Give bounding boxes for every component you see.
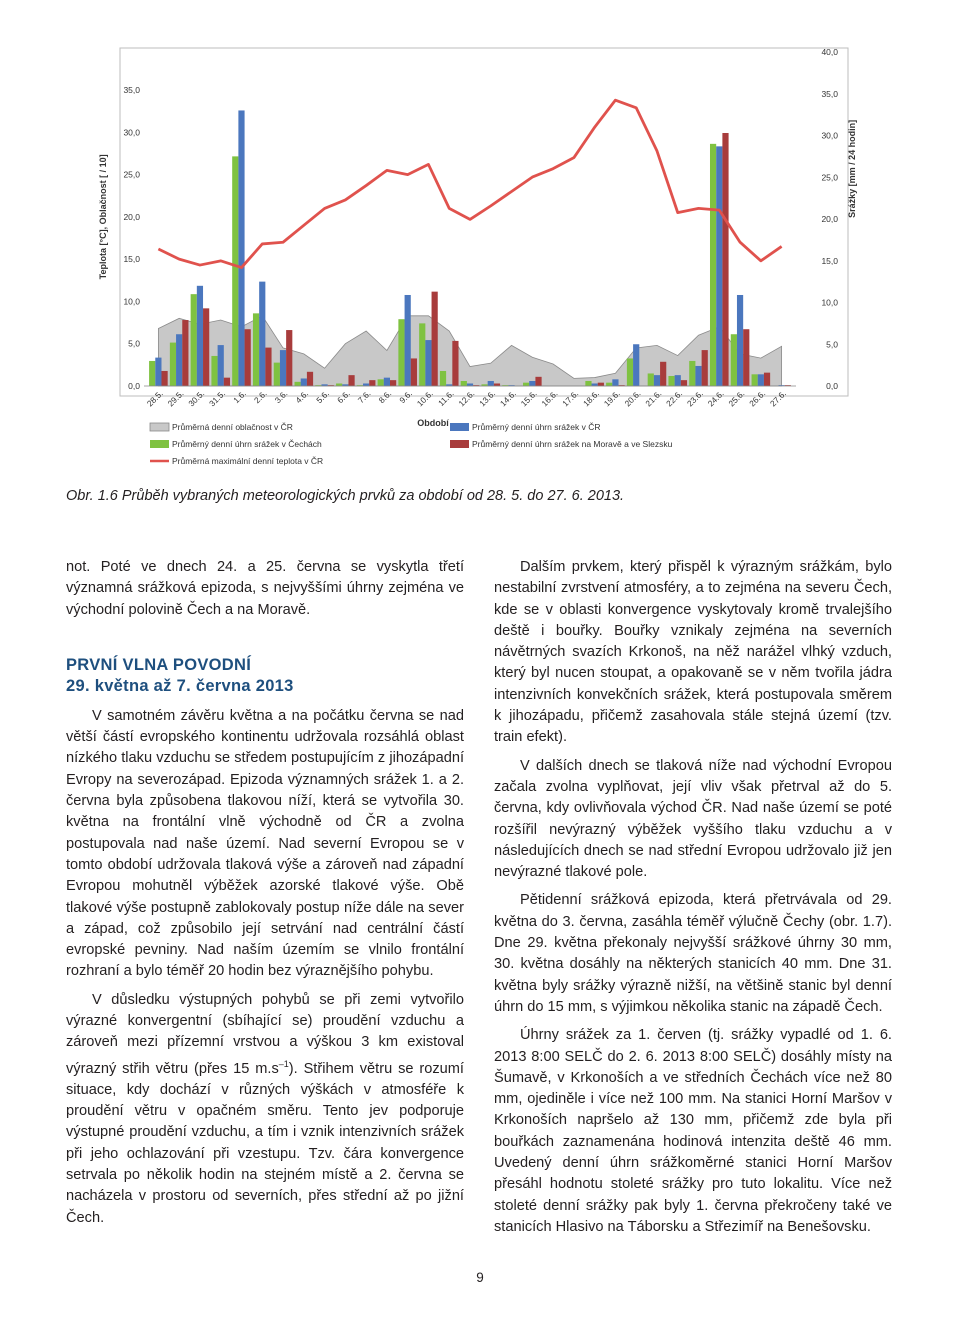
x-tick-label: 19.6. [601,388,622,409]
x-tick-label: 5.6. [314,388,331,406]
precip-bar [633,344,639,386]
cloudiness-area [158,316,781,386]
precip-bar [286,330,292,386]
precip-bar [716,146,722,386]
x-tick-label: 25.6. [726,388,747,409]
x-tick-label: 24.6. [705,388,726,409]
right-axis-tick-label: 10,0 [821,297,838,308]
x-tick-label: 3.6. [272,388,290,406]
precip-bar [654,375,660,386]
right-axis-tick-label: 20,0 [821,214,838,224]
x-tick-label: 7.6. [355,388,373,406]
precip-bar [612,379,618,386]
legend-label: Průměrný denní úhrn srážek v ČR [472,422,601,432]
max-temperature-line [158,100,781,267]
precip-bar [378,379,384,386]
precip-bar [598,383,604,386]
left-axis-title: Teplota [°C], Oblačnost [ / 10] [98,154,108,280]
precip-bar [668,376,674,386]
x-tick-label: 17.6. [560,388,581,409]
precip-bar [695,366,701,386]
x-tick-label: 10.6. [414,388,435,409]
left-axis-tick-label: 25,0 [123,169,140,180]
left-axis-tick-label: 35,0 [123,85,140,95]
precip-bar [722,133,728,386]
x-tick-label: 8.6. [376,388,394,406]
precip-bar [384,378,390,386]
paragraph: Pětidenní srážková epizoda, která přetrvávala od 29. května do 3. června, zasáhla téměř výlučně Čechy (obr. 1.7). Dne 29. května překonaly nejvyšší srážkové úhrny 30 mm, 30. května dosáhly na některých stanicích 40 mm. Dne 31. května byly srážky výrazně nižší, na většině stanic byl denní úhrn do 15 mm, s výjimkou několika stanic na západě Čech. [494,892,892,1015]
precip-bar [280,350,286,386]
precip-bar [419,323,425,386]
precip-bar [752,374,758,386]
left-axis-tick-label: 15,0 [123,254,140,265]
x-tick-label: 9.6. [397,388,415,406]
precip-bar [203,308,209,386]
x-tick-label: 15.6. [518,388,539,409]
legend-label: Průměrná maximální denní teplota v ČR [172,456,324,466]
section-heading-dates: 29. května až 7. června 2013 [66,676,294,695]
precip-bar [218,345,224,386]
x-tick-label: 21.6. [643,388,664,409]
precip-bar [764,373,770,386]
left-axis-tick-label: 10,0 [123,296,140,307]
meteorological-chart [95,46,855,468]
legend-label: Průměrný denní úhrn srážek v Čechách [172,439,322,449]
precip-bar [170,343,176,386]
legend-swatch [150,440,169,448]
precip-bar [440,371,446,386]
paragraph: V důsledku výstupných pohybů se při zemi vytvořilo výrazné konvergentní (sbíhající se) proudění vzduchu a zároveň mezi přízemní vrstvou a výškou 3 km existoval výrazný střih větru (přes 15 $m.s^{-1}$). Střihem větru se rozumí situace, kdy dochází v různých výškách v atmosféře k proudění větru v opačném směru. Tento jev podporuje výstupné proudění vzduchu, a tím i vznik intenzivních srážek při jeho ochlazování při vzestupu. Tzv. čára konvergence setrvala po několik hodin na stejném místě a 2. června se nacházela v prostoru od severních, přes střední až po jižní Čech. [66,991,464,1226]
precip-bar [648,373,654,386]
precip-bar [731,334,737,386]
x-tick-label: 1.6. [231,388,248,406]
x-tick-label: 31.5. [206,388,228,409]
precip-bar [689,361,695,386]
precip-bar [348,375,354,386]
precip-bar [301,378,307,386]
precip-bar [702,350,708,386]
precip-bar [606,383,612,386]
precip-bar [274,363,280,386]
precip-bar [488,381,494,386]
right-axis-tick-label: 5,0 [826,339,838,350]
precip-bar [155,358,161,386]
precip-bar [535,377,541,386]
right-axis-tick-label: 0,0 [826,381,838,391]
precip-bar [295,382,301,386]
x-tick-label: 28.5. [144,388,165,409]
precip-bar [265,348,271,386]
precip-bar [461,381,467,386]
precip-bar [253,313,259,386]
precip-bar [681,380,687,386]
x-tick-label: 29.5. [165,388,186,409]
left-axis-tick-label: 30,0 [123,127,140,138]
precip-bar [432,292,438,386]
precip-bar [232,156,238,386]
precip-bar [245,329,251,386]
x-axis-title: Období [417,418,449,428]
precip-bar [197,286,203,386]
x-tick-label: 18.6. [580,388,602,409]
section-heading-title: PRVNÍ VLNA POVODNÍ [66,655,252,674]
precip-bar [585,381,591,386]
x-tick-label: 12.6. [456,388,477,409]
page-number: 9 [476,1270,484,1285]
precip-bar [452,341,458,386]
figure-caption: Obr. 1.6 Průběh vybraných meteorologických prvků za období od 28. 5. do 27. 6. 2013. [66,488,625,504]
x-tick-label: 26.6. [747,388,768,409]
paragraph: Úhrny srážek za 1. červen (tj. srážky vypadlé od 1. 6. 2013 8:00 SELČ do 2. 6. 2013 8:00 SELČ) dosáhly místy na Šumavě, v Krkonoších a ve středních Čechách více než 80 mm, ojediněle i více než 100 mm. Na stanici Horní Maršov v Krkonoších napršelo až 130 mm, přičemž zde byla při bouřkách zaznamenána hodinová intenzita deště 46 mm. Uvedený denní úhrn srážkoměrné stanici Horní Maršov přesáhl hodnotu stoleté srážky pro tuto lokalitu. Více než stoleté denní srážky pak byly 1. června překročeny také ve stanicích Hlasivo na Táborsku a Střezimíř na Benešovsku. [494,1027,892,1235]
right-axis-tick-label: 40,0 [821,47,838,57]
paragraph: V samotném závěru května a na počátku června se nad větší částí evropského kontinentu udržovala rozsáhlá oblast nízkého tlaku vzduchu se středem postupujícím z jihozápadní Evropy na severozápad. Epizoda významných srážek 1. a 2. června byla způsobena tlakovou níží, která se vytvořila 30. května na frontální vlně východně od ČR a zvolna postupovala nad naše území. Nad severní Evropou se v tomto období udržovala tlaková výše a zároveň nad západní Evropou mohutněl výběžek azorské tlakové výše. Obě tlakové výše postupně zablokovaly postup níže dále na sever a západ, což způsobilo její setrvání nad centrální částí evropské pevniny. Nad naším územím se vlnilo frontální rozhraní a bylo téměř 20 hodin bez výraznějšího pohybu. [66,707,464,980]
legend-swatch [450,423,469,431]
precip-bar [390,380,396,386]
paragraph: V dalších dnech se tlaková níže nad východní Evropou začala zvolna vyplňovat, její vliv však přetrval až do 5. června, kdy ovlivňovala východ ČR. Nad naše území se poté rozšířil nevýrazný výběžek vyššího tlaku vzduchu a v následujících dnech se nad střední Evropou udržovalo již jen nevýrazné tlakové pole. [494,757,892,881]
left-axis-tick-label: 5,0 [128,338,140,349]
precip-bar [523,383,529,386]
precip-bar [211,356,217,386]
legend-label: Průměrný denní úhrn srážek na Moravě a ve Slezsku [472,439,673,449]
legend-swatch [150,423,169,431]
legend-label: Průměrná denní oblačnost v ČR [172,422,293,432]
precip-bar [627,358,633,386]
x-tick-label: 14.6. [497,388,518,409]
x-tick-label: 11.6. [435,388,456,409]
right-axis-tick-label: 25,0 [821,172,838,183]
legend-swatch [450,440,469,448]
precip-bar [176,334,182,386]
x-tick-label: 23.6. [684,388,705,409]
precip-bar [743,329,749,386]
precip-bar [238,110,244,386]
precip-bar [191,294,197,386]
right-column [494,557,892,1238]
right-axis-tick-label: 35,0 [821,88,838,99]
x-tick-label: 27.6. [767,388,789,409]
precip-bar [259,282,265,386]
precip-bar [425,340,431,386]
precip-bar [737,295,743,386]
precip-bar [411,358,417,386]
left-axis-tick-label: 20,0 [123,211,140,222]
x-tick-label: 2.6. [251,388,269,406]
x-tick-label: 16.6. [539,388,560,409]
precip-bar [182,320,188,386]
x-tick-label: 30.5. [186,388,207,409]
right-axis-tick-label: 15,0 [821,255,838,266]
precip-bar [529,381,535,386]
precip-bar [660,362,666,386]
left-axis-tick-label: 0,0 [128,381,140,391]
precip-bar [149,361,155,386]
precip-bar [758,374,764,386]
precip-bar [398,319,404,386]
x-tick-label: 13.6. [477,388,498,409]
precip-bar [710,144,716,386]
paragraph: Dalším prvkem, který přispěl k výrazným srážkám, bylo nestabilní zvrstvení atmosféry, a to zejména na severu Čech, kde se v oblasti konvergence vyskytovaly kromě trvalejšího deště i bouřky. Bouřky vznikaly zejména na severních návětrných svazích Krkonoš, na něž narážel vlhký vzduch, který byl nucen stoupat, a opakovaně se v něm tvořila jádra intenzivních konvekčních srážek, která postupovala směrem k jihozápadu, přičemž zasahovala stále stejná území (tzv. train efekt). [494,559,892,746]
x-tick-label: 6.6. [334,388,352,406]
section-heading [66,655,464,697]
left-column [66,557,464,1229]
precip-bar [307,372,313,386]
x-tick-label: 22.6. [664,388,685,409]
precip-bar [161,371,167,386]
x-tick-label: 4.6. [293,388,311,406]
right-axis-title: Srážky [mm / 24 hodin] [847,119,857,218]
precip-bar [675,375,681,386]
x-tick-label: 20.6. [622,388,643,409]
intro-paragraph: not. Poté ve dnech 24. a 25. června se vyskytla třetí významná srážková epizoda, s nejvyššími úhrny zejména ve východní polovině Čech a na Moravě. [66,559,464,618]
right-axis-tick-label: 30,0 [821,130,838,141]
precip-bar [224,378,230,386]
precip-bar [369,380,375,386]
precip-bar [405,295,411,386]
